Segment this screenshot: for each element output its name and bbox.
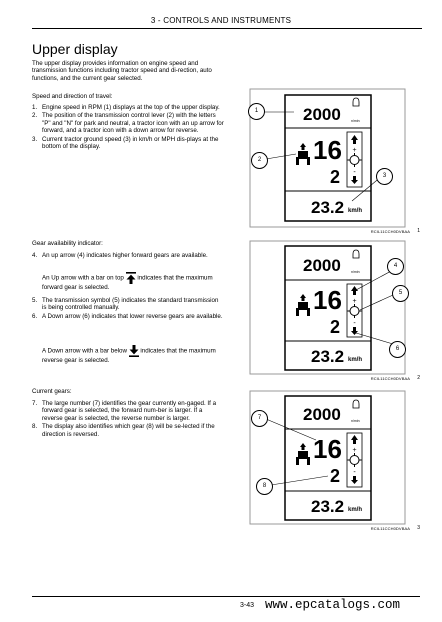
- callout-4: 4: [387, 258, 404, 275]
- callout-3: 3: [376, 168, 393, 185]
- list-item: 6. A Down arrow (6) indicates that lower reverse gears are available.: [32, 312, 223, 320]
- callout-7: 7: [251, 410, 268, 427]
- list-item: 1. Engine speed in RPM (1) displays at the top of the upper display.: [32, 104, 220, 111]
- current-heading: Current gears:: [32, 388, 72, 395]
- footer-rule: [32, 596, 420, 597]
- running-header: 3 - CONTROLS AND INSTRUMENTS: [150, 16, 292, 25]
- svg-text:-: -: [353, 320, 356, 327]
- rpm-readout: 2000: [303, 105, 341, 124]
- figure-3: [230, 390, 420, 535]
- section-title: Upper display: [32, 41, 118, 57]
- callout-6: 6: [389, 341, 406, 358]
- intro-paragraph: The upper display provides information on engine speed and transmission functions including tractor speed and di-rection, auto functions, and the current gear selected.: [32, 60, 212, 82]
- callout-1: 1: [248, 103, 265, 120]
- svg-text:-: -: [353, 469, 356, 476]
- svg-text:+: +: [352, 147, 357, 154]
- footer-watermark: www.epcatalogs.com: [265, 598, 401, 612]
- reverse-gear: 2: [330, 317, 341, 337]
- figure-number: 2: [417, 375, 420, 381]
- gear-list-b: [32, 297, 224, 320]
- rpm-readout: 2000: [303, 256, 341, 275]
- reverse-gear: 2: [330, 466, 341, 486]
- speed-unit: km/h: [348, 507, 363, 513]
- figure-code: RCIL11CCH0DVBAA: [370, 526, 410, 531]
- figure-1: [230, 88, 420, 238]
- rpm-unit: n/min: [351, 270, 360, 274]
- figure-number: 3: [417, 525, 420, 531]
- callout-5: 5: [392, 285, 409, 302]
- speed-readout: 23.2: [311, 347, 345, 366]
- svg-text:+: +: [352, 447, 357, 454]
- gear-list-a: [32, 252, 224, 259]
- note-max-forward: An Up arrow with a bar on top indicates that the maximum forward gear is selected.: [42, 272, 224, 291]
- reverse-gear: 2: [330, 167, 341, 187]
- tractor-icon: [298, 451, 308, 459]
- figure-code: RCIL11CCH0DVBAA: [370, 376, 410, 381]
- list-item: 8. The display also identifies which gear (8) will be se-lected if the direction is reversed.: [32, 423, 215, 438]
- forward-gear: 16: [313, 285, 342, 315]
- gear-heading: Gear availability indicator:: [32, 240, 103, 247]
- figure-code: RCIL11CCH0DVBAA: [370, 229, 410, 234]
- callout-8: 8: [256, 478, 273, 495]
- tractor-icon: [298, 151, 308, 159]
- svg-text:+: +: [352, 298, 357, 305]
- rpm-readout: 2000: [303, 405, 341, 424]
- list-item: 2. The position of the transmission control lever (2) with the letters "P" and "N" for park and neutral, a tractor icon with an up arrow for forward, and a tractor icon with a down arrow for reverse.: [32, 112, 224, 135]
- figure-2: [230, 240, 420, 385]
- list-item: 3. Current tractor ground speed (3) in km/h or MPH dis-plays at the bottom of the display.: [32, 135, 219, 151]
- figure-number: 1: [417, 228, 420, 234]
- arrow-down-bar-icon: [129, 345, 139, 357]
- header-rule: [32, 28, 422, 29]
- speed-unit: km/h: [348, 208, 363, 214]
- list-item: 7. The large number (7) identifies the gear currently en-gaged. If a forward gear is selected, the forward num-ber is larger. If a reverse gear is selected, the reverse number is larger.: [32, 400, 217, 422]
- callout-2: 2: [251, 152, 268, 169]
- speed-list: [32, 104, 224, 150]
- tractor-icon: [298, 302, 308, 310]
- rpm-unit: n/min: [351, 419, 360, 423]
- speed-readout: 23.2: [311, 198, 345, 217]
- svg-text:-: -: [353, 169, 356, 176]
- arrow-up-bar-icon: [126, 272, 136, 284]
- current-list: [32, 400, 224, 438]
- speed-unit: km/h: [348, 357, 363, 363]
- speed-heading: Speed and direction of travel:: [32, 93, 113, 100]
- list-item: 4. An up arrow (4) indicates higher forward gears are available.: [32, 252, 208, 259]
- forward-gear: 16: [313, 434, 342, 464]
- speed-readout: 23.2: [311, 497, 345, 516]
- page-number: 3-43: [240, 602, 255, 609]
- rpm-unit: n/min: [351, 119, 360, 123]
- note-max-reverse: A Down arrow with a bar below indicates that the maximum reverse gear is selected.: [42, 345, 224, 364]
- list-item: 5. The transmission symbol (5) indicates the standard transmission is being controlled manually.: [32, 297, 219, 312]
- forward-gear: 16: [313, 135, 342, 165]
